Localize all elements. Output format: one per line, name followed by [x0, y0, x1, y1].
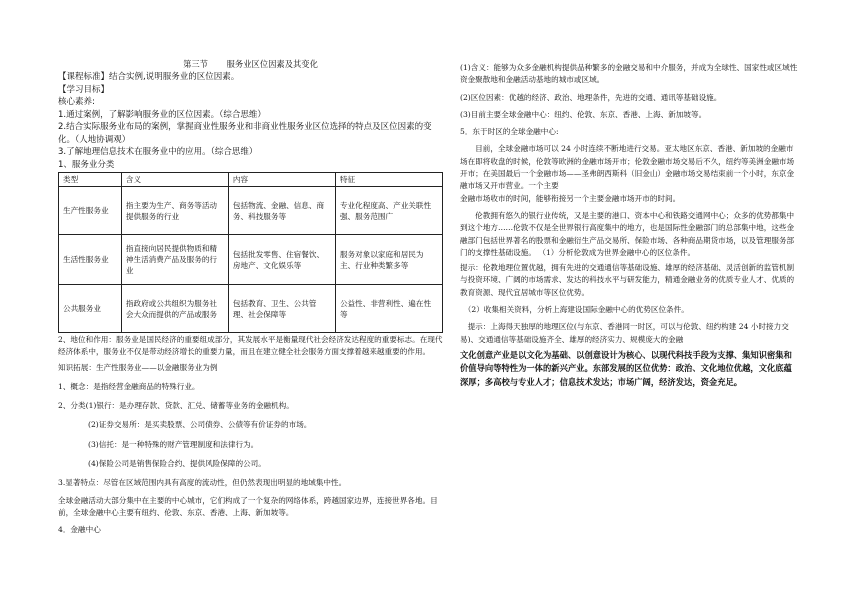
table-cell: 专业化程度高、产业关联性强、服务范围广: [335, 187, 442, 235]
text-line: （2）收集相关资料，分析上海建设国际金融中心的优势区位条件。: [460, 305, 689, 315]
text-line: (3)目前主要全球金融中心：纽约、伦敦、东京、香港、上海、新加坡等。: [460, 109, 707, 119]
table-header-row: [59, 173, 443, 187]
objectives-block: [58, 71, 443, 171]
table-header: 类型: [59, 173, 122, 187]
text-line: 核心素养:: [58, 97, 95, 107]
section-heading: 服务业区位因素及其变化: [226, 59, 318, 69]
table-cell: 指直接向居民提供物质和精神生活消费产品及服务的行业: [121, 235, 228, 285]
text-line: 知识拓展：生产性服务业——以金融服务业为例: [58, 362, 218, 372]
text-line: 2、分类(1)银行：是办理存款、贷款、汇兑、储蓄等业务的金融机构。: [58, 401, 294, 411]
table-header: 含义: [121, 173, 228, 187]
table-row: [59, 187, 443, 235]
cultural-industry-paragraph: 文化创意产业是以文化为基础、以创意设计为核心、以现代科技手段为支撑、集知识密集和价值导向等特性为一体的新兴产业。东部发展的区位优势：政治、文化地位优越，文化底蕴深厚；多高校与专业人才；信息技术发达；市场广阔，经济发达，资金充足。: [460, 349, 792, 387]
text-line: 金融市场收市的时间，能够衔接另一个主要金融市场开市的时间。: [460, 193, 681, 203]
service-classification-table: [58, 172, 443, 333]
left-column: [58, 58, 443, 537]
section-number: 第三节: [183, 59, 208, 69]
text-line: 5．东于时区的全球金融中心:: [460, 127, 559, 137]
table-cell: 指政府或公共组织为服务社会大众而提供的产品或服务: [121, 285, 228, 333]
table-header: 特征: [335, 173, 442, 187]
text-line: 1、服务业分类: [58, 159, 115, 170]
text-line: 4．金融中心: [58, 525, 101, 535]
text-line: (1)含义：能够为众多金融机构提供品种繁多的金融交易和中介服务，并成为全球性、国家性或区域性资金聚散地和金融活动基地的城市或区域。: [460, 63, 798, 85]
text-line: 2.结合实际服务业布局的案例，掌握商业性服务业和非商业性服务业区位选择的特点及区位因素的变化。（人地协调观）: [58, 122, 432, 145]
table-cell: 包括批发零售、住宿餐饮、房地产、文化娱乐等: [228, 235, 335, 285]
table-cell: 包括物流、金融、信息、商务、科技服务等: [228, 187, 335, 235]
section-title: [58, 58, 443, 70]
text-line: 提示：伦教地理位置优越，拥有先进的交通通信等基础设施、雄厚的经济基础、灵活创新的监管机制与投资环境、广阔的市场需求、发达的科技水平与研发能力，精通金融业务的优质专业人才、优质的教育资源、现代宜居城市等区位优势。: [460, 263, 795, 297]
table-cell: 生产性服务业: [59, 187, 122, 235]
text-line: (2)区位因素：优越的经济、政治、地理条件，先进的交通、通讯等基础设施。: [460, 92, 722, 102]
table-cell: 服务对象以家庭和居民为主、行业种类繁多等: [335, 235, 442, 285]
table-cell: 生活性服务业: [59, 235, 122, 285]
table-header: 内容: [228, 173, 335, 187]
table-cell: 公益性、非营利性、遍在性等: [335, 285, 442, 333]
table-cell: 指主要为生产、商务等活动提供服务的行业: [121, 187, 228, 235]
text-line: 【课程标准】结合实例,说明服务业的区位因素。: [58, 72, 240, 82]
text-line: (4)保险公司是销售保险合约、提供风险保障的公司。: [88, 459, 266, 469]
text-line: 伦教拥有悠久的银行业传统，又是主要的港口、资本中心和铁路交通网中心；众多的优势都集中到这个地方……伦敦不仅是全世界银行高度集中的地方，也是国际性金融部门的总部集中地，这些金融部门包括世界著名的股票和金融衍生产品交易所、保险市场、各种商品期货市场，以及管理服务部门的支撑性基础设施。 （1）分析伦敦成为世界金融中心的区位条件。: [460, 210, 795, 257]
table-cell: 公共服务业: [59, 285, 122, 333]
text-line: (2)证券交易所：是买卖股票、公司债券、公债等有价证券的市场。: [88, 420, 312, 430]
text-line: (3)信托：是一种特殊的财产管理制度和法律行为。: [88, 439, 259, 449]
text-line: 3.了解地理信息技术在服务业中的应用。（综合思维）: [58, 147, 258, 157]
text-line: 目前，全球金融市场可以 24 小时连续不断地进行交易。亚太地区东京、香港、新加坡的金融市场在即将收盘的时候，伦敦等欧洲的金融市场开市；伦敦金融市场交易后不久，纽约等美洲金融市场开市；在美国最后一个金融市场——圣弗朗西斯科（旧金山）金融市场交易结束前一个小时，东京金融市场又开市营业。一个主要: [460, 144, 795, 191]
text-line: 3.显著特点：尽管在区域范围内具有高度的流动性，但仍然表现出明显的地域集中性。: [58, 478, 347, 488]
finance-notes: [58, 334, 443, 537]
text-line: 2、地位和作用：服务业是国民经济的重要组成部分，其发展水平是衡量现代社会经济发达程度的重要标志。在现代经济体系中，服务业不仅是带动经济增长的重要力量，而且在建立健全社会服务方面支撑着越来越重要的作用。: [58, 335, 443, 357]
text-line: 1、概念：是指经营金融商品的特殊行业。: [58, 381, 200, 391]
table-cell: 包括教育、卫生、公共管理、社会保障等: [228, 285, 335, 333]
text-line: 1.通过案例，了解影响服务业的区位因素。（综合思维）: [58, 109, 266, 120]
table-row: [59, 285, 443, 333]
text-line: 【学习目标】: [58, 84, 110, 95]
table-row: [59, 235, 443, 285]
text-line: 全球金融活动大部分集中在主要的中心城市，它们构成了一个复杂的网络体系，跨越国家边界，连接世界各地。目前，全球金融中心主要有纽约、伦敦、东京、香港、上海、新加坡等。: [58, 495, 438, 517]
text-line: 提示：上海得天独厚的地理区位(与东京、香港同一时区，可以与伦敦、纽约构建 24 小时接力交易)、交通通信等基础设施齐全、雄厚的经济实力、规模庞大的金融: [460, 322, 789, 344]
right-column: [460, 62, 800, 389]
